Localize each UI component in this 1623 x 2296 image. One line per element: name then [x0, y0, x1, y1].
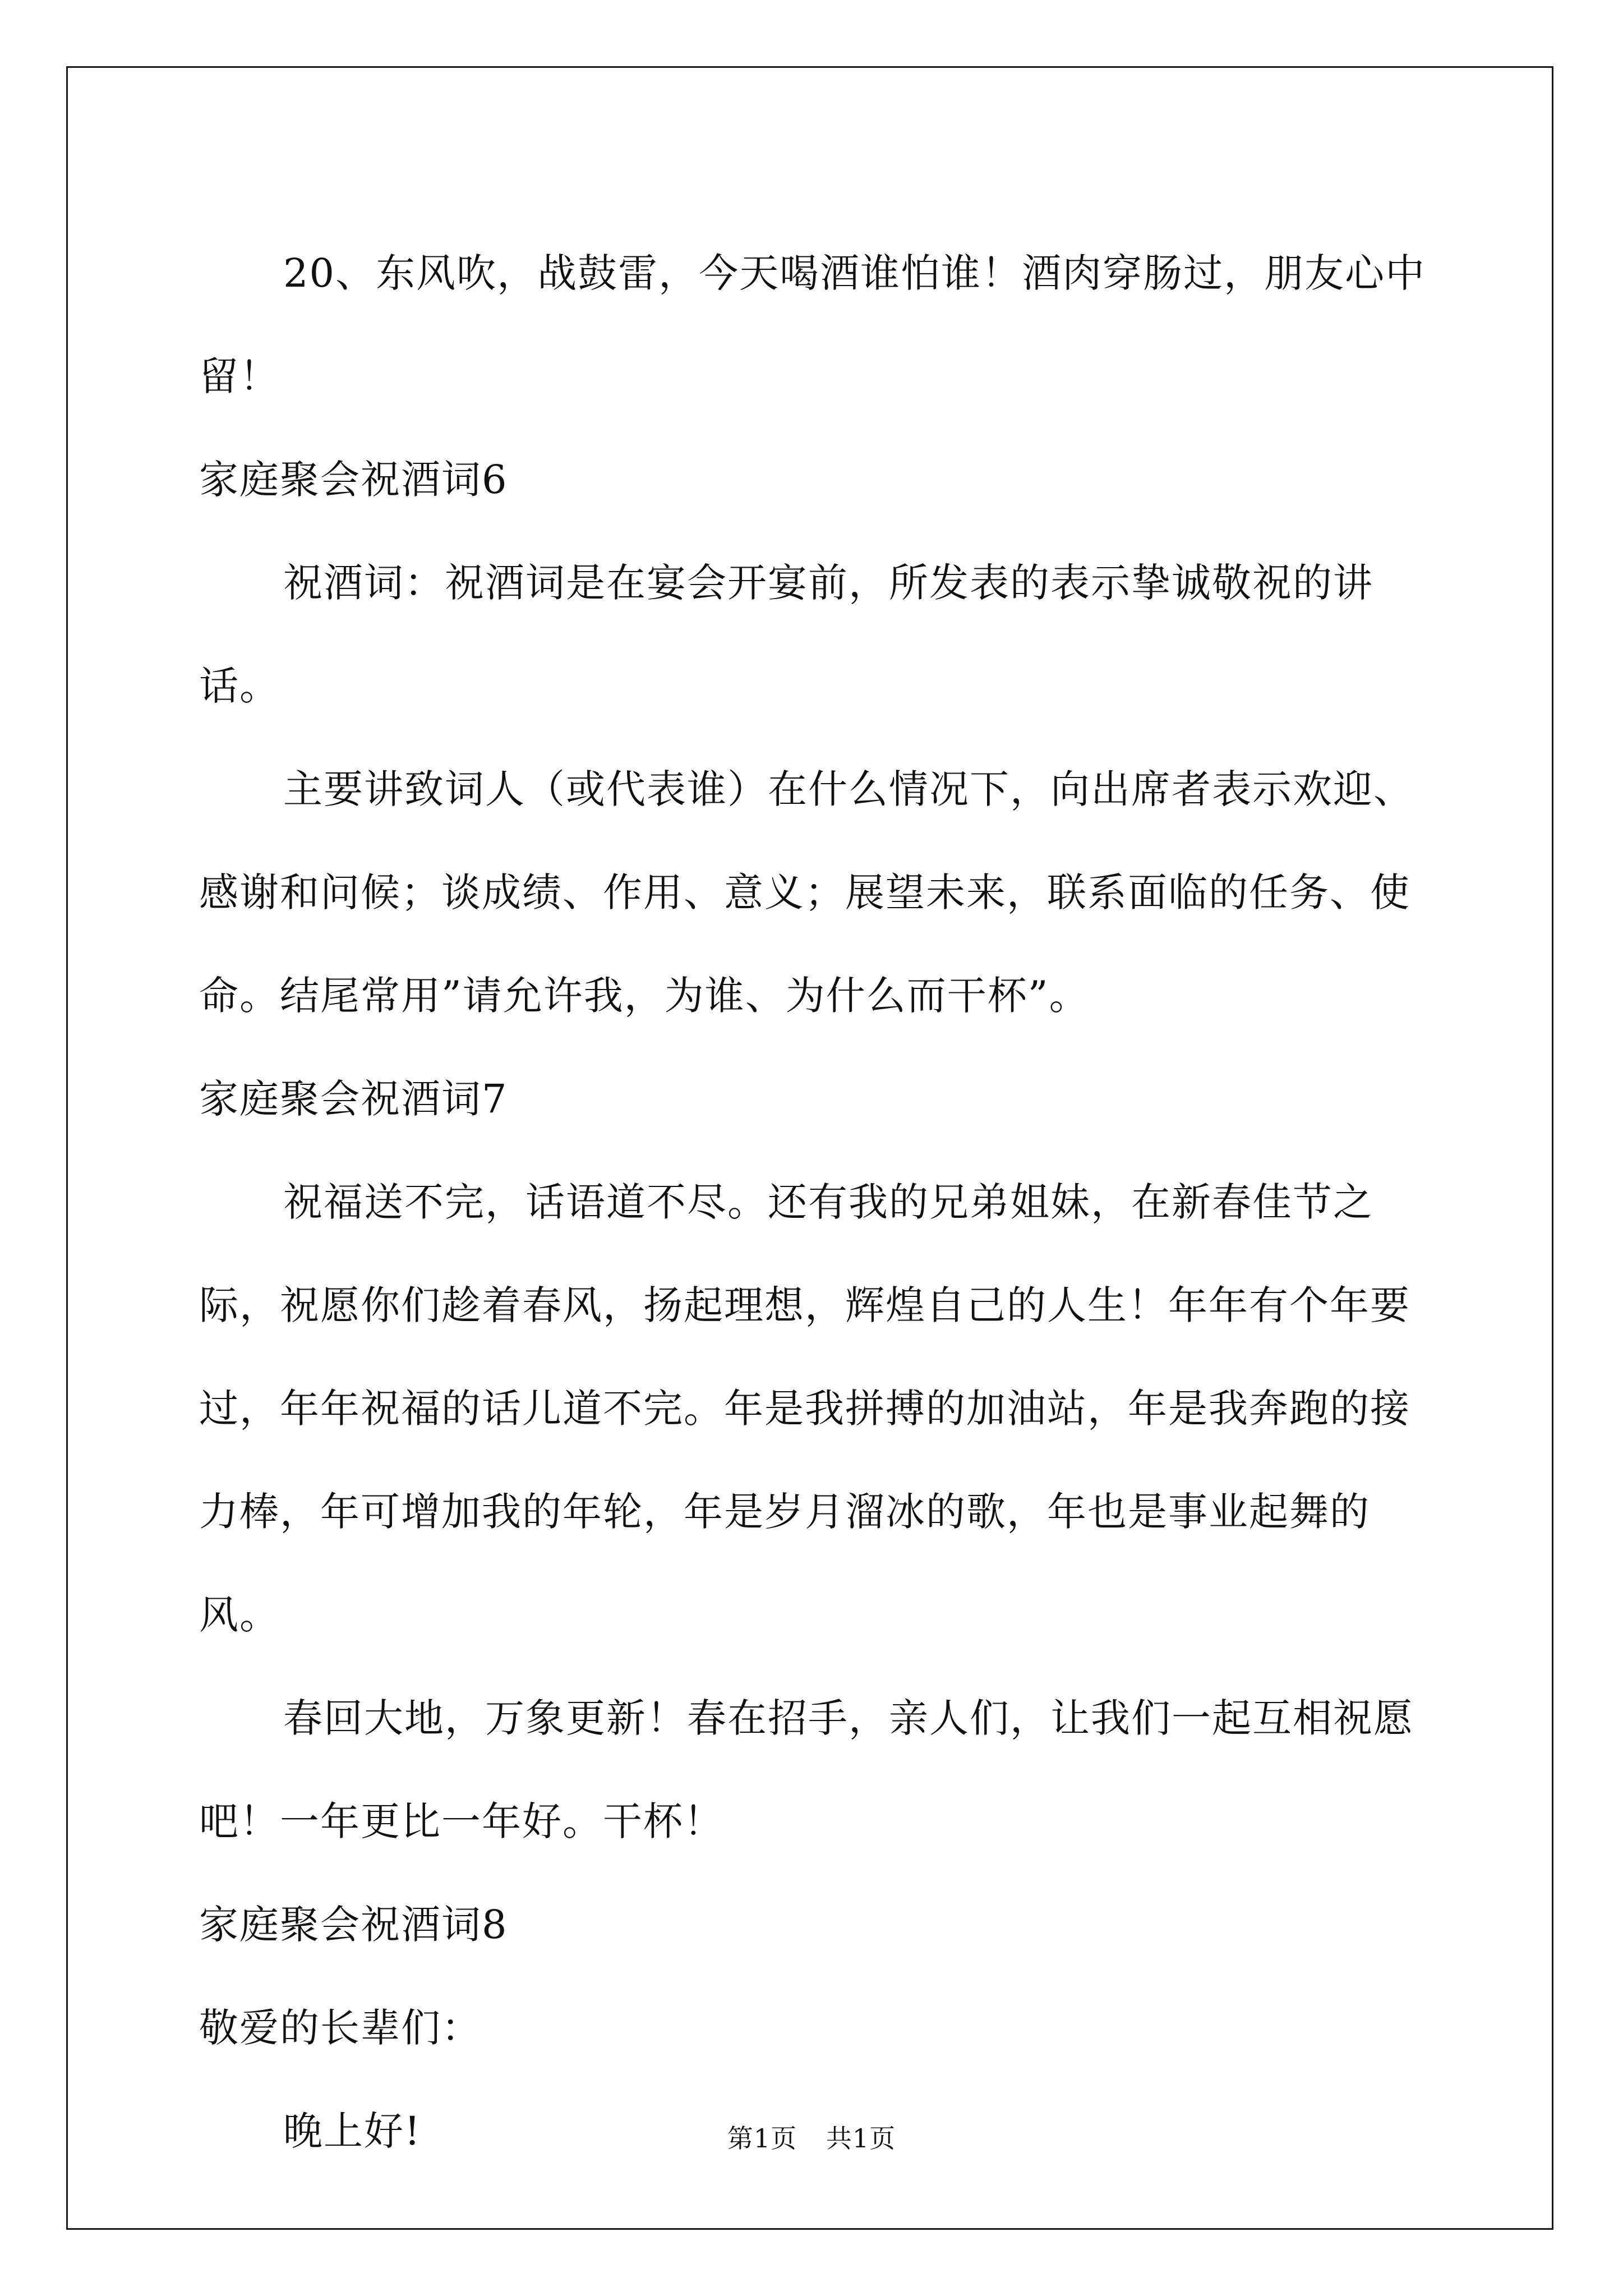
section-heading: 家庭聚会祝酒词6	[199, 457, 508, 503]
paragraph: 春回大地，万象更新！春在招手，亲人们，让我们一起互相祝愿吧！一年更比一年好。干杯！	[199, 1695, 1414, 1844]
paragraph: 晚上好!	[283, 2108, 422, 2154]
section-heading: 家庭聚会祝酒词7	[199, 1076, 508, 1122]
document-body	[199, 222, 1444, 2183]
paragraph: 祝酒词：祝酒词是在宴会开宴前，所发表的表示挚诚敬祝的讲话。	[199, 560, 1373, 709]
paragraph: 祝福送不完，话语道不尽。还有我的兄弟姐妹，在新春佳节之际，祝愿你们趁着春风，扬起理想，辉煌自己的人生！年年有个年要过，年年祝福的话儿道不完。年是我拼搏的加油站，年是我奔跑的接力棒，年可增加我的年轮，年是岁月溜冰的歌，年也是事业起舞的风。	[199, 1179, 1410, 1638]
salutation: 敬爱的长辈们：	[199, 2005, 482, 2051]
section-heading: 家庭聚会祝酒词8	[199, 1902, 508, 1948]
page-total: 共1页	[826, 2123, 896, 2154]
paragraph: 主要讲致词人（或代表谁）在什么情况下，向出席者表示欢迎、感谢和问候；谈成绩、作用、意义；展望未来，联系面临的任务、使命。结尾常用”请允许我，为谁、为什么而干杯”。	[199, 766, 1414, 1019]
paragraph: 20、东风吹，战鼓雷，今天喝酒谁怕谁！酒肉穿肠过，朋友心中留！	[199, 250, 1426, 399]
page-footer	[0, 2122, 1623, 2155]
page-number: 第1页	[727, 2123, 797, 2154]
